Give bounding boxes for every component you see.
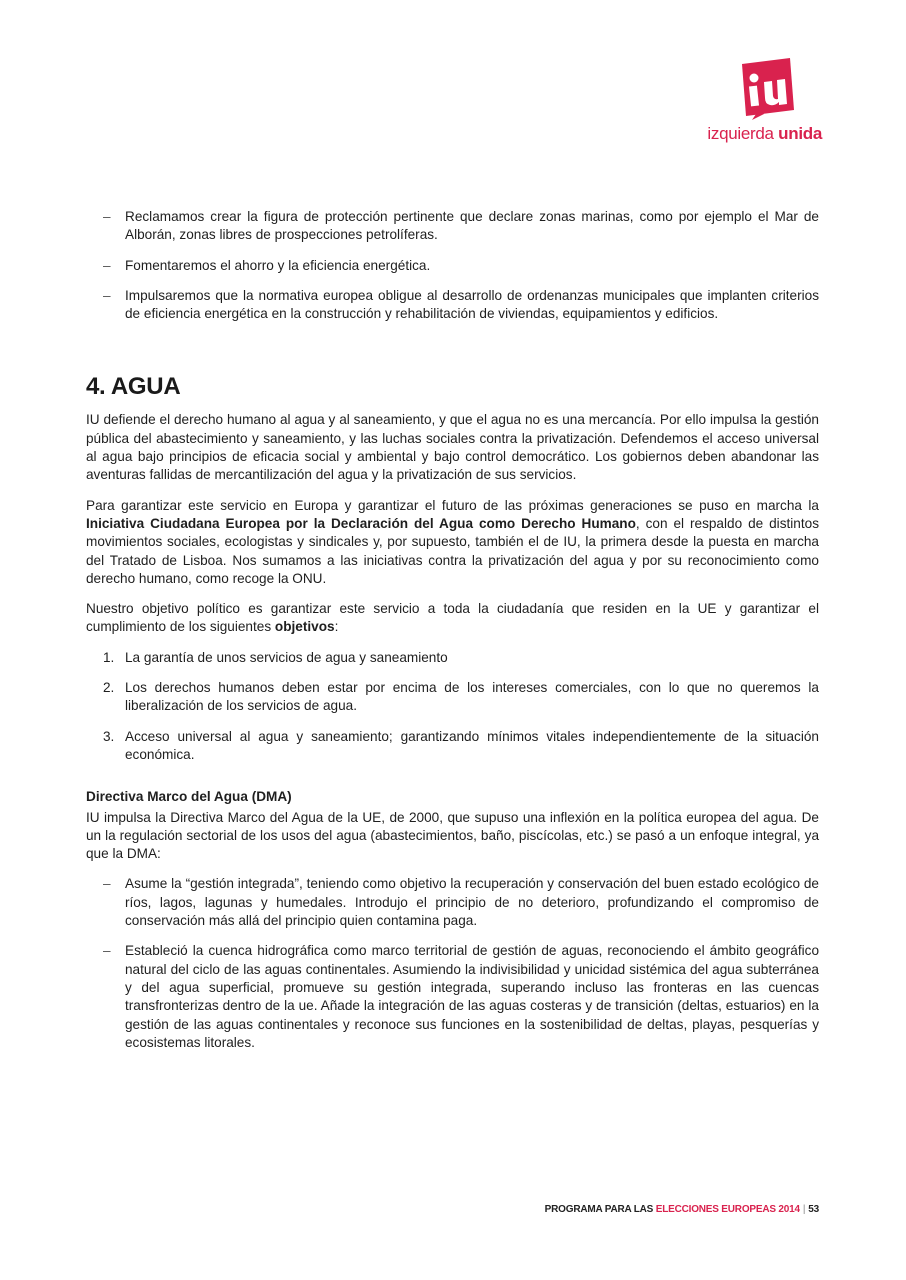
page-footer: PROGRAMA PARA LAS ELECCIONES EUROPEAS 2014 | 53	[544, 1204, 819, 1215]
document-body	[86, 208, 819, 1064]
list-item: – Impulsaremos que la normativa europea obligue al desarrollo de ordenanzas municipales que implanten criterios de eficiencia energética en la construcción y rehabilitación de viviendas, equipamientos y edificios.	[103, 287, 819, 322]
paragraph-objectives-intro: Nuestro objetivo político es garantizar este servicio a toda la ciudadanía que residen en la UE y garantizar el cumplimiento de los siguientes objetivos:	[86, 601, 819, 635]
measures-list	[86, 208, 819, 323]
paragraph-dma-intro: IU impulsa la Directiva Marco del Agua de la UE, de 2000, que supuso una inflexión en la política europea del agua. De un la regulación sectorial de los usos del agua (abastecimientos, baño, piscícolas, etc.) se pasó a un enfoque integral, ya que la DMA:	[86, 809, 819, 862]
iu-logo-mark	[734, 58, 794, 122]
section-title: 4. AGUA	[86, 373, 181, 401]
list-item: – Fomentaremos el ahorro y la eficiencia energética.	[86, 257, 819, 275]
list-item: – Estableció la cuenca hidrográfica como marco territorial de gestión de aguas, reconociendo el ámbito geográfico natural del ciclo de las aguas continentales. Asumiendo la indivisibilidad y unicidad sistémica del agua subterránea y del agua superficial, promueve su gestión integrada, superando incluso las fronteras en las cuencas transfronterizas dentro de la ue. Añade la integración de las aguas costeras y de transición (deltas, estuarios) en la gestión de las aguas continentales y reconoce sus funciones en la sostenibilidad de deltas, playas, pesquerías y ecosistemas litorales.	[103, 943, 819, 1050]
dash-marker: –	[103, 209, 111, 224]
paragraph-water-right: IU defiende el derecho humano al agua y al saneamiento, y que el agua no es una mercancía. Por ello impulsa la gestión pública del abastecimiento y saneamiento, y las luchas sociales contra la privatización. Defendemos el acceso universal al agua bajo principios de eficacia social y ambiental y bajo control democrático. Los gobiernos deben abandonar las aventuras fallidas de mercantilización del agua y la privatización de sus servicios.	[86, 412, 819, 483]
page-number: 53	[808, 1204, 819, 1215]
objective-item: 3. Acceso universal al agua y saneamiento; garantizando mínimos vitales independientemente de la situación económica.	[103, 728, 819, 762]
logo-wordmark: izquierda unida	[707, 124, 822, 143]
list-item: – Asume la “gestión integrada”, teniendo como objetivo la recuperación y conservación del buen estado ecológico de ríos, lagos, lagunas y humedales. Introdujo el principio de no deterioro, profundizando el compromiso de conservación más allá del principio quien contamina paga.	[103, 876, 819, 929]
subsection-title: Directiva Marco del Agua (DMA)	[86, 789, 292, 805]
paragraph-citizens-initiative: Para garantizar este servicio en Europa y garantizar el futuro de las próximas generaciones se puso en marcha la Iniciativa Ciudadana Europea por la Declaración del Agua como Derecho Humano, con el respaldo de distintos movimientos sociales, ecologistas y sindicales y, por supuesto, también el de IU, la primera desde la puesta en marcha del Tratado de Lisboa. Nos sumamos a las iniciativas contra la privatización del agua y por su reconocimiento como derecho humano, como recoge la ONU.	[86, 497, 819, 586]
list-item: – Reclamamos crear la figura de protección pertinente que declare zonas marinas, como por ejemplo el Mar de Alborán, zonas libres de prospecciones petrolíferas.	[103, 209, 819, 243]
party-logo	[706, 58, 822, 148]
objective-item: 2. Los derechos humanos deben estar por encima de los intereses comerciales, con lo que no queremos la liberalización de los servicios de agua.	[103, 680, 819, 714]
dash-marker: –	[103, 257, 111, 273]
dash-marker: –	[103, 943, 111, 959]
objective-item: 1. La garantía de unos servicios de agua y saneamiento	[103, 649, 448, 665]
objectives-list	[86, 649, 819, 764]
dash-marker: –	[103, 876, 111, 892]
dma-list	[86, 875, 819, 1052]
dash-marker: –	[103, 287, 111, 303]
